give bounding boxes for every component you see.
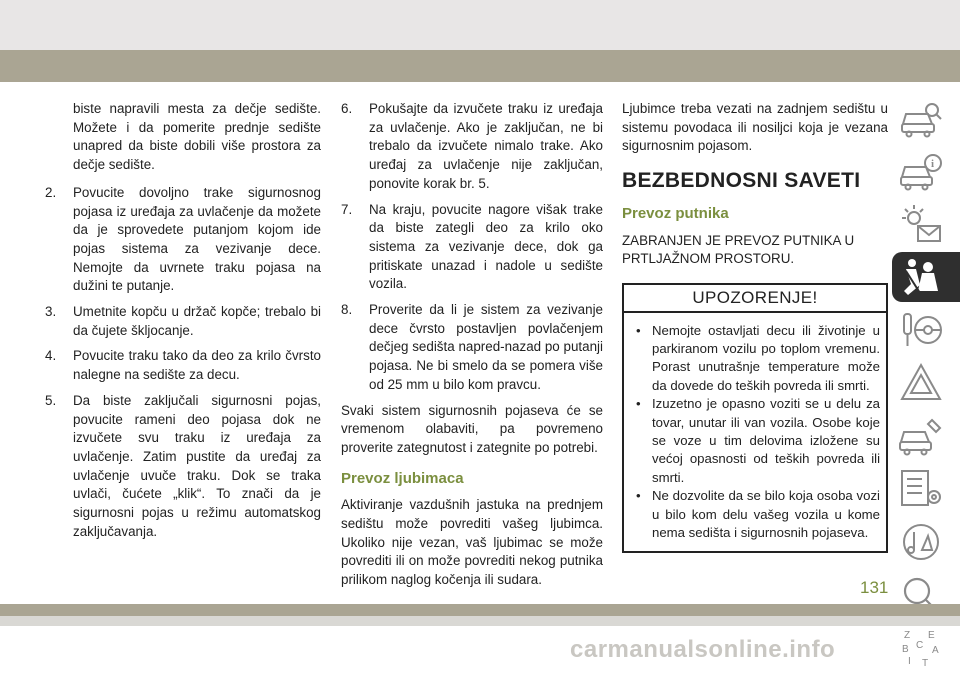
warning-item [630, 395, 880, 487]
svg-text:C: C [916, 640, 924, 651]
warning-list [630, 322, 880, 543]
page-number: 131 [860, 578, 889, 597]
step-text: Povucite dovoljno trake sigurnosnog pojasa iz uređaja za uvlačenje da možete da je sprovedete putanjom kojom ide pojas sistema za vezivanje dece. Nemojte da uvrnete traku pojasa na dužini te putanje. [73, 184, 321, 294]
warning-box [622, 283, 888, 553]
svg-text:i: i [931, 158, 935, 170]
svg-text:B: B [902, 644, 909, 655]
warning-item [630, 322, 880, 396]
step-number: 4. [45, 348, 57, 364]
steps-list-1 [45, 184, 321, 542]
pets-restraint-paragraph: Ljubimce treba vezati na zadnjem sedištu u sistemu povodaca ili nosiljci koja je vezana sigurnosnim pojasom. [622, 101, 888, 154]
footer-bar [0, 604, 960, 616]
tab-car-search[interactable] [892, 93, 960, 143]
warning-text: Ne dozvolite da se bilo koja osoba vozi u bilo kom delu vašeg vozila u kome nema sedišta i sigurnosnih pojaseva. [652, 488, 880, 541]
tab-service[interactable] [892, 411, 960, 461]
step-4 [45, 347, 321, 384]
warning-text: Izuzetno je opasno voziti se u delu za tovar, unutar ili van vozila. Osobe koje se voze u tim delovima izložene su većoj opasnosti od teških povreda ili smrti. [652, 396, 880, 485]
step-text: Povucite traku tako da deo za krilo čvrsto nalegne na sedište za decu. [73, 348, 321, 383]
svg-text:A: A [932, 645, 939, 656]
car-service-icon [898, 414, 944, 458]
step-2 [45, 184, 321, 296]
svg-text:E: E [928, 630, 935, 641]
tab-emergency[interactable] [892, 358, 960, 408]
step-5 [45, 392, 321, 542]
bullet: • [636, 396, 641, 412]
tab-maintenance[interactable] [892, 464, 960, 514]
alphabet-index-icon [898, 626, 944, 670]
tab-safety[interactable] [892, 252, 960, 302]
key-steering-wheel-icon [898, 308, 944, 352]
step-text: Umetnite kopču u držač kopče; trebalo bi da čujete škljocanje. [73, 304, 321, 338]
section-heading-passengers: Prevoz putnika [622, 204, 729, 222]
section-title-safety-tips: BEZBEDNOSNI SAVETI [622, 169, 861, 193]
header-bar [0, 50, 960, 82]
step-6 [341, 100, 603, 194]
step-7 [341, 201, 603, 295]
tab-index[interactable] [892, 623, 960, 673]
column-3 [622, 100, 888, 553]
steps-list-2 [341, 100, 603, 395]
pets-paragraph: Aktiviranje vazdušnih jastuka na prednjem sedištu može povrediti vašeg ljubimca. Ukoliko nije vezan, vaš ljubimac se može povrediti ili on može povrediti nekog putnika prilikom naglog kočenja ili sudara. [341, 497, 603, 588]
column-1 [45, 100, 321, 548]
warning-item [630, 487, 880, 542]
chapter-tabs [892, 93, 960, 676]
tab-car-info[interactable] [892, 146, 960, 196]
warning-title: UPOZORENJE! [624, 285, 886, 313]
footer-band [0, 616, 960, 626]
safety-airbag-icon [898, 255, 944, 299]
step-number: 6. [341, 101, 353, 116]
step-8 [341, 301, 603, 395]
tab-starting-operating[interactable] [892, 305, 960, 355]
step-number: 8. [341, 302, 353, 318]
bullet: • [636, 488, 641, 504]
step-text: Proverite da li je sistem za vezivanje dece čvrsto postavljen povlačenjem dečjeg sedišta napred-nazad po putanji pojasa. Ne bi smelo da se pomera više od 25 mm u bilo kom pravcu. [369, 302, 603, 392]
intro-paragraph: biste napravili mesta za dečje sedište. Možete i da pomerite prednje sedište unapred da biste dobili više prostora za dečje sedište. [73, 101, 321, 173]
svg-text:T: T [922, 658, 929, 669]
step-number: 5. [45, 392, 57, 408]
step-text: Da biste zaključali sigurnosni pojas, povucite rameni deo pojasa dok ne izvučete svu traku iz uređaja za uvlačenje. Zatim pustite da uređaj za uvlačenje uvuče traku. Dok se traka uvlači, čućete „klik“. To znači da je sigurnosni pojas u režimu automatskog zaključavanja. [73, 392, 321, 539]
step-number: 3. [45, 304, 57, 320]
column-2 [341, 100, 603, 599]
belt-check-paragraph: Svaki sistem sigurnosnih pojaseva će se vremenom olabaviti, pa povremeno proverite zategnutost i zategnite po potrebi. [341, 402, 603, 455]
warning-text: Nemojte ostavljati decu ili životinje u parkiranom vozilu po toplom vremenu. Porast unutrašnje temperature može da dovede do teških povreda ili smrti. [652, 322, 880, 393]
cargo-warning-caps: ZABRANJEN JE PREVOZ PUTNIKA U PRTLJAŽNOM PROSTORU. [622, 232, 855, 267]
step-number: 2. [45, 184, 57, 200]
watermark: carmanualsonline.info [570, 636, 836, 663]
maintenance-list-icon [898, 467, 944, 511]
step-text: Na kraju, povucite nagore višak trake da biste zategli deo za krilo oko sistema za vezivanje dece, dok ga pritiskate unazad i nadole u sedište vozila. [369, 201, 603, 292]
car-info-icon [898, 149, 944, 193]
navigation-music-icon [898, 520, 944, 564]
warning-body [624, 313, 886, 551]
svg-text:Z: Z [904, 630, 911, 641]
section-heading-pets: Prevoz ljubimaca [341, 469, 464, 487]
bullet: • [636, 322, 641, 338]
hazard-warning-icon [898, 361, 944, 405]
header-band [0, 0, 960, 50]
step-number: 7. [341, 201, 353, 217]
tab-lights-messages[interactable] [892, 199, 960, 249]
lights-message-icon [898, 202, 944, 246]
car-search-icon [898, 96, 944, 140]
tab-multimedia[interactable] [892, 517, 960, 567]
svg-text:I: I [908, 656, 911, 667]
step-3 [45, 303, 321, 340]
step-text: Pokušajte da izvučete traku iz uređaja za uvlačenje. Ako je zaključan, ne bi trebalo da izvučete nimalo trake. Ako uređaj za uvlačenje nije zaključan, ponovite korak br. 5. [369, 101, 603, 191]
